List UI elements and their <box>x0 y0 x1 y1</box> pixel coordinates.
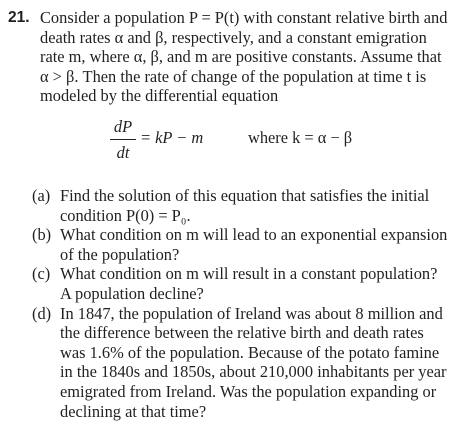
part-d <box>32 304 468 422</box>
problem-parts <box>32 186 468 421</box>
part-text <box>60 264 468 303</box>
part-label: (a) <box>32 185 51 205</box>
problem-21 <box>8 8 468 421</box>
problem-number: 21. <box>8 9 30 26</box>
part-a <box>32 186 468 225</box>
part-line: the difference between the relative birth and death rates <box>60 323 424 343</box>
part-label: (b) <box>32 225 52 245</box>
problem-intro <box>8 8 468 106</box>
part-line: was 1.6% of the population. Because of the potato famine <box>60 342 440 362</box>
differential-equation <box>8 117 468 175</box>
fraction-numerator: dP <box>113 116 133 136</box>
statement-line: death rates α and β, respectively, and a constant emigration <box>40 27 427 47</box>
part-line: of the population? <box>60 244 180 264</box>
equation-rhs: = kP − m <box>140 127 204 147</box>
statement-line: rate m, where α, β, and m are positive constants. Assume that <box>40 47 442 67</box>
problem-statement <box>40 8 468 106</box>
part-line: What condition on m will result in a constant population? <box>60 264 438 284</box>
part-line: in the 1840s and 1850s, about 210,000 inhabitants per year <box>60 362 447 382</box>
part-text <box>60 225 468 264</box>
part-line: What condition on m will lead to an exponential expansion <box>60 225 448 245</box>
fraction-bar <box>110 139 136 140</box>
derivative-fraction <box>110 117 136 162</box>
part-line: emigrated from Ireland. Was the population expanding or <box>60 381 437 401</box>
equation-where-clause: where k = α − β <box>248 127 353 147</box>
fraction-denominator: dt <box>116 142 130 162</box>
statement-line: Consider a population P = P(t) with constant relative birth and <box>40 8 448 27</box>
part-b <box>32 225 468 264</box>
part-c <box>32 264 468 303</box>
part-line: Find the solution of this equation that satisfies the initial <box>60 185 430 205</box>
part-line: declining at that time? <box>60 401 207 421</box>
statement-line: α > β. Then the rate of change of the population at time t is <box>40 66 427 86</box>
part-line: In 1847, the population of Ireland was about 8 million and <box>60 303 443 323</box>
part-text <box>60 304 468 422</box>
part-label: (c) <box>32 264 51 284</box>
statement-line: modeled by the differential equation <box>40 86 279 106</box>
part-label: (d) <box>32 303 52 323</box>
part-line: A population decline? <box>60 283 204 303</box>
part-text <box>60 186 468 225</box>
part-line: condition P(0) = P₀. <box>60 205 191 225</box>
